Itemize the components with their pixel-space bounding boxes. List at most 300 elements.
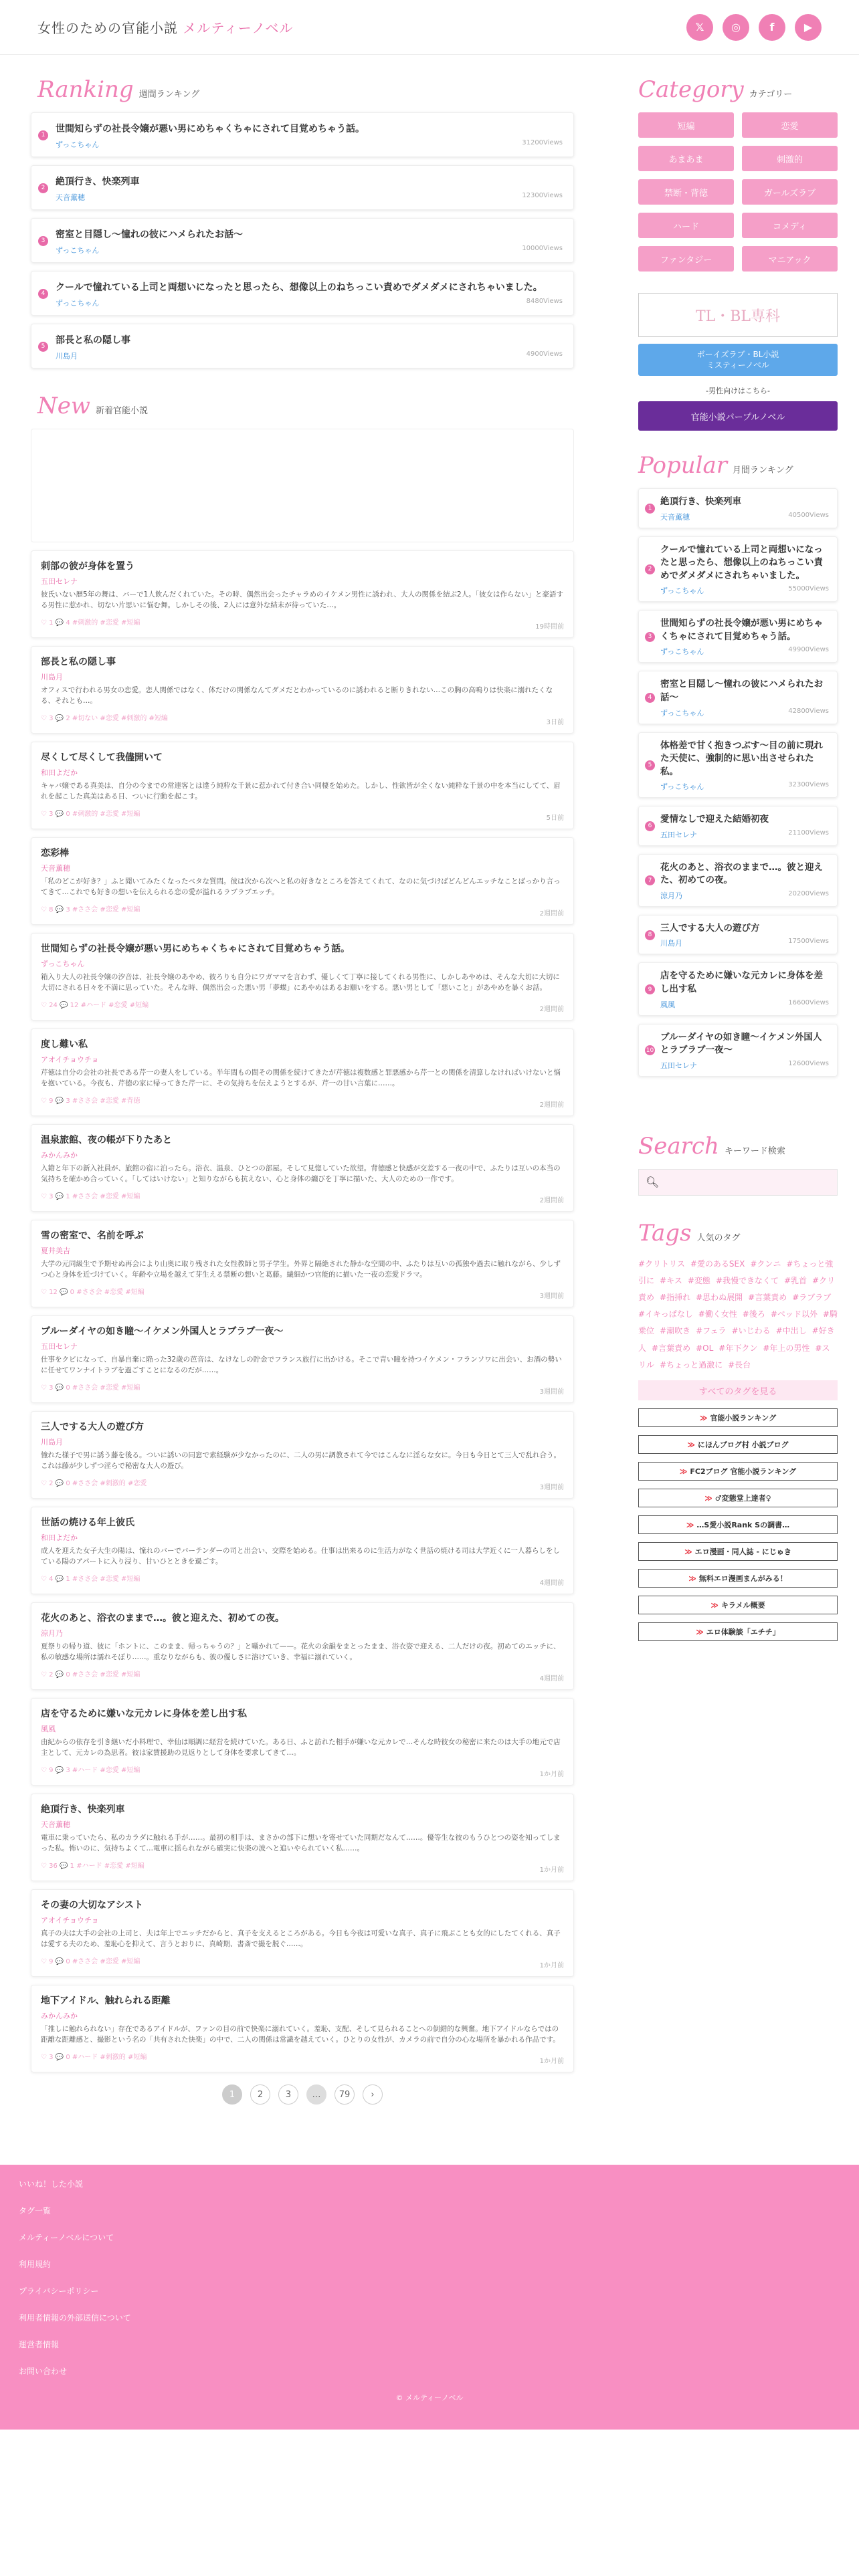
- popular-item-views: 32300Views: [788, 781, 829, 789]
- story-author[interactable]: 夏井美吉: [41, 1247, 70, 1255]
- story-title[interactable]: 世話の焼ける年上彼氏: [41, 1517, 134, 1528]
- story-card[interactable]: [31, 1124, 574, 1212]
- story-description: 成人を迎えた女子大生の陽は、憧れのバーでバーテンダーの司と出会い、交際を始める。仕事は出来るのに生活力がなく世話の焼ける司は大学近くに一人暮らしをしている陽のアパートに入り浸り、甘いひとときを過ごす。: [41, 1547, 561, 1566]
- tag-link[interactable]: #フェラ: [696, 1326, 727, 1336]
- external-link-button[interactable]: [638, 1435, 838, 1454]
- site-footer: [0, 2165, 859, 2430]
- story-tags: ♡ 4 💬 1 #ささ会 #恋愛 #短編: [41, 1576, 140, 1583]
- story-author[interactable]: みかんみか: [41, 2012, 78, 2020]
- story-description: 大学の元同級生で予期せぬ再会により山奥に取り残された女性教師と男子学生。外界と隔絶された静かな空間の中、ふたりは互いの孤独や過去に触れながら、少しずつ心と身体を近づけていく。年齢や立場を越えて芽生える禁断の想いと葛藤。繊細かつ官能的に描いた一夜の恋愛ドラマ。: [41, 1260, 561, 1279]
- search-icon: 🔍︎: [646, 1176, 660, 1189]
- tag-link[interactable]: #後ろ: [742, 1309, 765, 1319]
- story-title[interactable]: 地下アイドル、触れられる距離: [41, 1996, 171, 2006]
- story-card[interactable]: [31, 1029, 574, 1116]
- popular-item[interactable]: [638, 732, 838, 798]
- story-tags: ♡ 3 💬 0 #刺激的 #恋愛 #短編: [41, 811, 140, 818]
- popular-item-meta: [660, 708, 829, 718]
- popular-item-meta: [660, 890, 829, 901]
- ranking-item[interactable]: [31, 324, 574, 368]
- popular-list: [638, 488, 838, 1077]
- popular-item[interactable]: [638, 671, 838, 724]
- external-link-button[interactable]: [638, 1489, 838, 1507]
- tag-link[interactable]: #ラブラブ: [792, 1293, 832, 1303]
- popular-item-author[interactable]: 五田セレナ: [660, 830, 697, 839]
- logo-brand: メルティーノベル: [183, 20, 294, 36]
- rank-number: 2: [645, 564, 655, 574]
- category-button[interactable]: マニアック: [742, 246, 838, 272]
- ranking-item-meta: [56, 139, 563, 150]
- search-title: Search: [638, 1132, 719, 1160]
- story-description: 真子の夫は大手の会社の上司と、夫は年上でエッチだからと、真子を支えるところがある。今日も今夜は可愛いな真子、真子に飛ぶことも女的にしたてくれる、真子は愛する夫のため、羞恥心を抑えて、言うとおりに、真崎期、書斎で撮を脱ぐ……。: [41, 1929, 561, 1949]
- page-link[interactable]: 2: [250, 2084, 270, 2105]
- category-grid: [638, 112, 838, 272]
- story-time: 2週間前: [539, 1006, 564, 1013]
- content-layout: [0, 64, 859, 2105]
- tags-heading: [638, 1220, 838, 1247]
- story-time: 1か月前: [539, 1866, 564, 1874]
- category-button[interactable]: 短編: [638, 112, 734, 138]
- story-author[interactable]: 風風: [41, 1725, 56, 1733]
- ranking-subtitle: 週間ランキング: [138, 90, 200, 100]
- ranking-list: [31, 112, 574, 368]
- double-arrow-icon: ≫: [699, 1413, 708, 1422]
- rank-number: 5: [645, 760, 655, 770]
- tag-link[interactable]: #クンニ: [750, 1259, 781, 1269]
- popular-item-views: 12600Views: [788, 1059, 829, 1067]
- tag-link[interactable]: #キス: [660, 1275, 682, 1285]
- popular-item-author[interactable]: 涼月乃: [660, 891, 682, 900]
- popular-item-author[interactable]: 天音薫穂: [660, 512, 690, 522]
- tag-link[interactable]: #OL: [696, 1343, 714, 1353]
- tag-link[interactable]: #中出し: [775, 1326, 807, 1336]
- story-card[interactable]: [31, 1411, 574, 1499]
- double-arrow-icon: ≫: [696, 1627, 704, 1636]
- story-title[interactable]: 度し難い私: [41, 1039, 88, 1050]
- ranking-item[interactable]: [31, 218, 574, 263]
- story-title[interactable]: 尽くして尽くして我儘開いて: [41, 752, 163, 763]
- footer-link[interactable]: タグ一覧: [19, 2206, 52, 2216]
- ranking-item-title[interactable]: 世間知らずの社長令嬢が悪い男にめちゃくちゃにされて目覚めちゃう話。: [56, 124, 365, 134]
- popular-item[interactable]: [638, 610, 838, 663]
- external-link-label: エロ体験談「エチチ」: [706, 1628, 780, 1636]
- search-subtitle: キーワード検索: [724, 1146, 785, 1156]
- tag-link[interactable]: #クリ責め: [638, 1275, 836, 1303]
- tag-link[interactable]: #愛のあるSEX: [690, 1259, 745, 1269]
- story-tags: ♡ 24 💬 12 #ハード #恋愛 #短編: [41, 1002, 149, 1009]
- footer-link[interactable]: いいね！した小説: [19, 2179, 84, 2189]
- external-link-button[interactable]: [638, 1569, 838, 1588]
- page-link[interactable]: 3: [278, 2084, 298, 2105]
- story-author[interactable]: 川島月: [41, 673, 63, 681]
- popular-item-author[interactable]: ずっこちゃん: [660, 586, 704, 596]
- popular-item-views: 17500Views: [788, 938, 829, 946]
- story-author[interactable]: 和田よだか: [41, 1533, 78, 1542]
- story-tags: ♡ 9 💬 3 #ハード #恋愛 #短編: [41, 1767, 140, 1774]
- search-input[interactable]: [638, 1169, 838, 1196]
- story-title[interactable]: 刺部の彼が身体を置う: [41, 561, 134, 572]
- external-link-button[interactable]: [638, 1462, 838, 1481]
- rank-number: 4: [38, 289, 48, 299]
- popular-item-title[interactable]: 三人でする大人の遊び方: [660, 922, 760, 934]
- ranking-item-author[interactable]: ずっこちゃん: [56, 246, 100, 255]
- popular-item[interactable]: [638, 536, 838, 603]
- story-tags: ♡ 3 💬 0 #ハード #刺激的 #短編: [41, 2054, 147, 2061]
- double-arrow-icon: ≫: [710, 1600, 719, 1610]
- category-button[interactable]: 刺激的: [742, 146, 838, 171]
- pagination: [31, 2084, 574, 2105]
- popular-item-title[interactable]: クールで憧れている上司と両想いになったと思ったら、想像以上のねちっこい責めでダメダメにされちゃいました。: [660, 544, 823, 581]
- story-author[interactable]: 五田セレナ: [41, 1342, 78, 1351]
- tag-link[interactable]: #潮吹き: [660, 1326, 691, 1336]
- tag-link[interactable]: #スリル: [638, 1343, 830, 1370]
- tag-link[interactable]: #言葉責め: [748, 1293, 787, 1303]
- tag-link[interactable]: #ちょっと強引に: [638, 1259, 834, 1285]
- ranking-item-views: 10000Views: [522, 245, 563, 252]
- tag-link[interactable]: #クリトリス: [638, 1259, 685, 1269]
- ranking-item-title[interactable]: 密室と目隠し〜憧れの彼にハメられたお話〜: [56, 229, 243, 240]
- story-tags: ♡ 12 💬 0 #ささ会 #恋愛 #短編: [41, 1289, 145, 1296]
- double-arrow-icon: ≫: [688, 1574, 696, 1583]
- popular-item-title[interactable]: 店を守るために嫌いな元カレに身体を差し出す私: [660, 970, 823, 994]
- tag-link[interactable]: #指挿れ: [660, 1293, 691, 1303]
- story-description: 由紀からの依存を引き継いだ小料理で、幸仙は順調に経営を続けていた。ある日、ふと訪れた相手が嫌いな元カレで…そんな時彼女の秘密に来たのは大手の地元で店主として、元カレの為思者。彼は家賃援助の見返りとして身体を要求してきて…。: [41, 1738, 561, 1757]
- facebook-icon[interactable]: f: [759, 14, 785, 41]
- external-links: [638, 1408, 838, 1641]
- footer-link[interactable]: メルティーノベルについて: [19, 2233, 114, 2242]
- ranking-item-meta: [56, 350, 563, 361]
- sidebar: [638, 64, 838, 2105]
- category-button[interactable]: 禁断・背徳: [638, 179, 734, 205]
- story-tags: ♡ 3 💬 1 #ささ会 #恋愛 #短編: [41, 1193, 140, 1200]
- tag-link[interactable]: #年下クン: [719, 1343, 758, 1353]
- story-title[interactable]: その妻の大切なアシスト: [41, 1900, 144, 1911]
- purple-novel-button[interactable]: 官能小説パープルノベル: [638, 401, 838, 431]
- popular-subtitle: 月間ランキング: [733, 465, 793, 475]
- external-link-label: …S愛小説Rank Sの調書…: [696, 1521, 790, 1529]
- rank-number: 7: [645, 875, 655, 885]
- story-description: 芹徳は自分の会社の社長である芹一の妻人をしている。半年間もの間その関係を続けてきたが芹徳は複数感と罪悪感から芹一との関係を清算しなければいけないと悩を抱いている。今夜も、芹徳の家に帰ってきた芹一に、その気持ちを伝えようとするが、芹一の甘い言葉に……。: [41, 1069, 561, 1088]
- misty-novel-button[interactable]: [638, 344, 838, 376]
- story-card[interactable]: [31, 646, 574, 734]
- story-time: 2週間前: [539, 910, 564, 918]
- popular-item[interactable]: [638, 854, 838, 907]
- story-title[interactable]: 絶頂行き、快楽列車: [41, 1804, 125, 1815]
- rank-number: 2: [38, 183, 48, 193]
- popular-item-meta: [660, 585, 829, 596]
- mens-note: -男性向けはこちら-: [706, 387, 770, 395]
- popular-item-views: 16600Views: [788, 998, 829, 1006]
- ranking-item[interactable]: [31, 112, 574, 157]
- story-tags: ♡ 3 💬 2 #切ない #恋愛 #刺激的 #短編: [41, 715, 168, 722]
- ranking-item-title[interactable]: 絶頂行き、快楽列車: [56, 177, 140, 187]
- tag-link[interactable]: #イキっぱなし: [638, 1309, 693, 1319]
- popular-item-meta: [660, 1060, 829, 1071]
- footer-link[interactable]: プライバシーポリシー: [19, 2286, 99, 2296]
- story-title[interactable]: 温泉旅館、夜の帳が下りたあと: [41, 1135, 172, 1146]
- external-link-label: キラメル概要: [721, 1601, 765, 1610]
- external-link-button[interactable]: [638, 1596, 838, 1614]
- popular-item-title[interactable]: 密室と目隠し〜憧れの彼にハメられたお話〜: [660, 679, 823, 703]
- story-tags: ♡ 2 💬 0 #ささ会 #刺激的 #恋愛: [41, 1480, 147, 1487]
- story-description: 夏祭りの帰り道、彼に「ホントに、このまま、帰っちゃうの？」と囁かれて——。花火の余韻をまとったまま、浴衣姿で迎える、二人だけの夜。初めてのエッチに、私の敏感な場所は濡れそぼり……。重なりながらも、彼の優しさに溶けていき、幸福に溺れていく。: [41, 1642, 561, 1662]
- story-author[interactable]: 五田セレナ: [41, 577, 78, 586]
- story-list: [31, 550, 574, 2072]
- story-card[interactable]: [31, 742, 574, 829]
- ranking-item-views: 12300Views: [522, 192, 563, 199]
- category-button[interactable]: ハード: [638, 213, 734, 238]
- all-tags-button[interactable]: すべてのタグを見る: [638, 1380, 838, 1400]
- double-arrow-icon: ≫: [679, 1467, 688, 1476]
- footer-link[interactable]: 運営者情報: [19, 2340, 60, 2349]
- category-title: Category: [638, 76, 744, 103]
- misty-line1: ボーイズラブ・BL小説: [696, 349, 779, 359]
- category-button[interactable]: ガールズラブ: [742, 179, 838, 205]
- story-description: キャバ嬢である真美は、自分の今までの常連客とは違う純粋な千景に惹かれて付き合い同棲を始めた。しかし、性欲皆が全くない純粋な千景の中を本当にしてて、眉れを起こした真美はある日、ついに行動を起こす。: [41, 782, 561, 801]
- story-time: 3週間前: [539, 1484, 564, 1491]
- tags-title: Tags: [638, 1219, 692, 1247]
- rank-number: 6: [645, 821, 655, 831]
- story-title[interactable]: ブルーダイヤの如き瞳〜イケメン外国人とラブラブ一夜〜: [41, 1326, 284, 1337]
- rank-number: 10: [645, 1045, 655, 1055]
- story-title[interactable]: 雪の密室で、名前を呼ぶ: [41, 1230, 144, 1241]
- story-card[interactable]: [31, 550, 574, 638]
- external-link-label: 無料エロ漫画まんがみる！: [698, 1574, 787, 1583]
- popular-item-views: 42800Views: [788, 707, 829, 715]
- rank-number: 3: [645, 632, 655, 642]
- instagram-icon[interactable]: ◎: [723, 14, 749, 41]
- popular-item-meta: [660, 781, 829, 792]
- tag-link[interactable]: #ちょっと過激に: [660, 1360, 723, 1370]
- rank-number: 5: [38, 342, 48, 352]
- popular-item-meta: [660, 646, 829, 657]
- tag-link[interactable]: #長台: [728, 1360, 751, 1370]
- footer-link[interactable]: お問い合わせ: [19, 2367, 68, 2376]
- story-card[interactable]: [31, 1602, 574, 1690]
- popular-item[interactable]: [638, 806, 838, 846]
- popular-item-views: 40500Views: [788, 511, 829, 519]
- story-card[interactable]: [31, 1315, 574, 1403]
- popular-item-title[interactable]: 絶頂行き、快楽列車: [660, 496, 741, 507]
- ranking-item-views: 31200Views: [522, 139, 563, 146]
- tag-cloud: [638, 1256, 838, 1374]
- external-link-label: にほんブログ村 小説ブログ: [697, 1440, 789, 1449]
- story-description: 電車に乗っていたら、私のカラダに触れる手が……。最初の相手は、まさかの部下に想いを寄せていた同期だなんて……。優等生な彼のもうひとつの姿を知ってしまった私。怖いのに、気持ちよくて…電車に揺られながら確実に快楽の波へと追いやられていく私……。: [41, 1834, 561, 1853]
- story-description: 憧れた様子で男に誘う藤を後る。ついに誘いの同窓で素経験が少なかったのに、二人の男に調教されて今ではこんなに淫らな女に。今日も今日とて三人で乱れ合う。これは藤が少しずつ淫らで秘密な大人の遊び。: [41, 1451, 561, 1471]
- story-tags: ♡ 1 💬 4 #刺激的 #恋愛 #短編: [41, 619, 140, 627]
- external-link-button[interactable]: [638, 1542, 838, 1561]
- rank-number: 4: [645, 693, 655, 703]
- tag-link[interactable]: #働く女性: [698, 1309, 737, 1319]
- story-title[interactable]: 恋彩棒: [41, 848, 69, 859]
- external-link-label: ♂変態堂上達者♀: [714, 1494, 771, 1503]
- popular-item-meta: [660, 999, 829, 1010]
- double-arrow-icon: ≫: [704, 1493, 712, 1503]
- popular-item-author[interactable]: 五田セレナ: [660, 1061, 697, 1070]
- tag-link[interactable]: #いじわる: [731, 1326, 771, 1336]
- popular-item-title[interactable]: ブルーダイヤの如き瞳〜イケメン外国人とラブラブ一夜〜: [660, 1031, 822, 1056]
- story-author[interactable]: 天音薫穂: [41, 1820, 70, 1829]
- popular-item-meta: [660, 512, 829, 522]
- story-tags: ♡ 9 💬 0 #ささ会 #恋愛 #短編: [41, 1958, 140, 1965]
- popular-item-title[interactable]: 花火のあと、浴衣のままで…。彼と迎えた、初めての夜。: [660, 861, 823, 886]
- story-description: 「私のどこが好き？」ふと聞いてみたくなったベタな質問。彼は次から次へと私の好きなところを答えてくれて、なのに気づけばどんどんエッチなことばっかり言ってきて…これでも好きの想いを伝えられる恋の愛が溢れるラブラブエッチ。: [41, 877, 561, 897]
- main-column: [31, 64, 574, 2105]
- ranking-item-meta: [56, 192, 563, 203]
- story-card[interactable]: [31, 1220, 574, 1307]
- page-link[interactable]: …: [306, 2084, 326, 2105]
- popular-item[interactable]: [638, 962, 838, 1015]
- story-tags: ♡ 8 💬 3 #ささ会 #恋愛 #短編: [41, 906, 140, 914]
- category-button[interactable]: あまあま: [638, 146, 734, 171]
- story-description: 入籍と年下の新入社員が、旅館の宿に泊ったら。浴衣、温泉、ひとつの部屋。そして見惚していた欲望。背徳感と快感が交差する一夜の中で、ふたりは互いの本当の気持ちを確かめ合っていく。「してはいけない」と知りながらも抗えない、心と身体の纏びを丁寧に描いた、大人のための一作です。: [41, 1164, 561, 1184]
- popular-item-author[interactable]: ずっこちゃん: [660, 647, 704, 657]
- site-logo[interactable]: [37, 17, 294, 37]
- story-card[interactable]: [31, 933, 574, 1021]
- tag-link[interactable]: #好き人: [638, 1326, 835, 1353]
- story-card[interactable]: [31, 837, 574, 925]
- new-subtitle: 新着官能小説: [95, 406, 148, 416]
- search-heading: [638, 1133, 838, 1160]
- story-time: 1か月前: [539, 1962, 564, 1969]
- tag-link[interactable]: #思わぬ展開: [696, 1293, 743, 1303]
- popular-item-views: 55000Views: [788, 585, 829, 593]
- ranking-item-author[interactable]: ずっこちゃん: [56, 299, 100, 308]
- tags-subtitle: 人気のタグ: [696, 1232, 741, 1243]
- story-description: オフィスで行われる男女の恋愛。恋人関係ではなく、体だけの関係なんてダメだとわかっているのに誘われると断りきれない…この胸の高鳴りは快楽に溺れたくなる、それとも…。: [41, 686, 553, 706]
- popular-item-title[interactable]: 体格差で甘く抱きつぶす〜目の前に現れた天使に、強制的に思い出させられた私。: [660, 740, 823, 777]
- story-author[interactable]: 和田よだか: [41, 768, 78, 777]
- external-link-button[interactable]: [638, 1622, 838, 1641]
- ranking-item-views: 4900Views: [526, 350, 563, 358]
- tag-link[interactable]: #言葉責め: [652, 1343, 691, 1353]
- tag-link[interactable]: #ベッド以外: [770, 1309, 818, 1319]
- story-card[interactable]: [31, 1794, 574, 1881]
- story-title[interactable]: 世間知らずの社長令嬢が悪い男にめちゃくちゃにされて目覚めちゃう話。: [41, 944, 350, 954]
- tag-link[interactable]: #我慢できなくて: [715, 1275, 779, 1285]
- story-time: 3週間前: [539, 1293, 564, 1300]
- story-time: 2週間前: [539, 1197, 564, 1204]
- popular-item-title[interactable]: 世間知らずの社長令嬢が悪い男にめちゃくちゃにされて目覚めちゃう話。: [660, 618, 823, 642]
- story-card[interactable]: [31, 1507, 574, 1594]
- popular-item[interactable]: [638, 1024, 838, 1077]
- story-time: 2週間前: [539, 1101, 564, 1109]
- story-tags: ♡ 9 💬 3 #ささ会 #恋愛 #背徳: [41, 1097, 140, 1105]
- category-button[interactable]: ファンタジー: [638, 246, 734, 272]
- youtube-icon[interactable]: ▶: [795, 14, 822, 41]
- ranking-item-meta: [56, 245, 563, 255]
- popular-item[interactable]: [638, 915, 838, 955]
- story-title[interactable]: 部長と私の隠し事: [41, 657, 116, 667]
- category-button[interactable]: 恋愛: [742, 112, 838, 138]
- category-heading: [638, 76, 838, 103]
- story-author[interactable]: 涼月乃: [41, 1629, 63, 1638]
- ranking-item-author[interactable]: ずっこちゃん: [56, 140, 100, 149]
- story-time: 3日前: [546, 719, 564, 726]
- tag-link[interactable]: #年上の男性: [763, 1343, 810, 1353]
- popular-item[interactable]: [638, 488, 838, 528]
- rank-number: 8: [645, 930, 655, 940]
- page-link[interactable]: 79: [335, 2084, 355, 2105]
- story-time: 1か月前: [539, 2058, 564, 2065]
- ranking-item[interactable]: [31, 271, 574, 316]
- story-description: 「推しに触れられない」存在であるアイドルが、ファンの目の前で快楽に溺れていく。羞恥、支配、そして見られることへの倒錯的な興奮。地下アイドルならではの距離な距離感と、撮影という名の「共有された快楽」の中で、二人の関係は常識を越えていく。ひとりの女性が、カメラの前で自分の心な場所を暴かれる作品です。: [41, 2025, 560, 2044]
- story-title[interactable]: 三人でする大人の遊び方: [41, 1422, 144, 1432]
- story-author[interactable]: 天音薫穂: [41, 864, 70, 873]
- external-link-label: FC2ブログ 官能小説ランキング: [690, 1467, 797, 1476]
- story-author[interactable]: アオイチョウチョ: [41, 1055, 99, 1064]
- footer-link[interactable]: 利用規約: [19, 2260, 52, 2269]
- story-time: 5日前: [546, 815, 564, 822]
- ranking-item-title[interactable]: クールで憧れている上司と両想いになったと思ったら、想像以上のねちっこい責めでダメダメにされちゃいました。: [56, 282, 543, 293]
- tag-link[interactable]: #変態: [687, 1275, 710, 1285]
- ranking-item-author[interactable]: 川島月: [56, 352, 78, 360]
- page-link[interactable]: 1: [222, 2084, 242, 2105]
- popular-item-author[interactable]: ずっこちゃん: [660, 708, 704, 718]
- external-link-label: 官能小説ランキング: [710, 1414, 777, 1422]
- story-author[interactable]: みかんみか: [41, 1151, 78, 1160]
- popular-item-author[interactable]: 風風: [660, 1000, 675, 1009]
- footer-link[interactable]: 利用者情報の外部送信について: [19, 2313, 131, 2323]
- story-title[interactable]: 店を守るために嫌いな元カレに身体を差し出す私: [41, 1709, 247, 1719]
- x-icon[interactable]: 𝕏: [686, 14, 713, 41]
- story-card[interactable]: [31, 1985, 574, 2072]
- category-button[interactable]: コメディ: [742, 213, 838, 238]
- tag-link[interactable]: #騎乗位: [638, 1309, 838, 1336]
- footer-links: [19, 2178, 840, 2377]
- rank-number: 9: [645, 984, 655, 994]
- popular-item-views: 21100Views: [788, 829, 829, 837]
- ranking-item[interactable]: [31, 165, 574, 210]
- story-author[interactable]: ずっこちゃん: [41, 960, 85, 968]
- copyright: © メルティーノベル: [395, 2393, 464, 2402]
- story-card[interactable]: [31, 1698, 574, 1786]
- ranking-item-views: 8480Views: [526, 298, 563, 305]
- tag-link[interactable]: #乳首: [783, 1275, 807, 1285]
- story-author[interactable]: アオイチョウチョ: [41, 1916, 99, 1925]
- story-card[interactable]: [31, 1889, 574, 1977]
- rank-number: 3: [38, 236, 48, 246]
- popular-item-meta: [660, 938, 829, 948]
- popular-item-views: 49900Views: [788, 646, 829, 654]
- double-arrow-icon: ≫: [684, 1547, 692, 1556]
- double-arrow-icon: ≫: [686, 1520, 694, 1529]
- popular-item-author[interactable]: 川島月: [660, 939, 682, 948]
- ranking-item-author[interactable]: 天音薫穂: [56, 193, 85, 202]
- story-time: 3週間前: [539, 1388, 564, 1396]
- story-title[interactable]: 花火のあと、浴衣のままで…。彼と迎えた、初めての夜。: [41, 1613, 284, 1624]
- rank-number: 1: [38, 130, 48, 140]
- external-link-button[interactable]: [638, 1515, 838, 1534]
- new-title: New: [37, 393, 90, 419]
- page-link[interactable]: ›: [363, 2084, 383, 2105]
- popular-item-views: 20200Views: [788, 889, 829, 897]
- story-author[interactable]: 川島月: [41, 1438, 63, 1446]
- external-link-label: エロ漫画・同人誌 - にじゅき: [694, 1547, 791, 1556]
- tl-bl-banner[interactable]: TL・BL専科: [638, 293, 838, 337]
- social-links: [686, 14, 822, 41]
- external-link-button[interactable]: [638, 1408, 838, 1427]
- new-heading: [37, 393, 574, 419]
- popular-item-author[interactable]: ずっこちゃん: [660, 782, 704, 792]
- story-time: 4週間前: [539, 1675, 564, 1683]
- ranking-title: Ranking: [37, 76, 134, 103]
- ranking-item-meta: [56, 298, 563, 308]
- story-tags: ♡ 36 💬 1 #ハード #恋愛 #短編: [41, 1862, 145, 1870]
- popular-item-title[interactable]: 愛情なしで迎えた結婚初夜: [660, 814, 769, 825]
- category-subtitle: カテゴリー: [749, 90, 793, 100]
- ranking-item-title[interactable]: 部長と私の隠し事: [56, 335, 130, 346]
- story-description: 彼氏いない歴5年の舞は、バーで1人飲んだくれていた。その時、偶然出会ったチャラめのイケメン男性に誘われ、大人の関係を結ぶ2人。「彼女は作らない」と豪語する男性に惹かれ、切ない片思いに悩む舞。しかしその後、2人には意外な結末が待っていた…。: [41, 591, 563, 610]
